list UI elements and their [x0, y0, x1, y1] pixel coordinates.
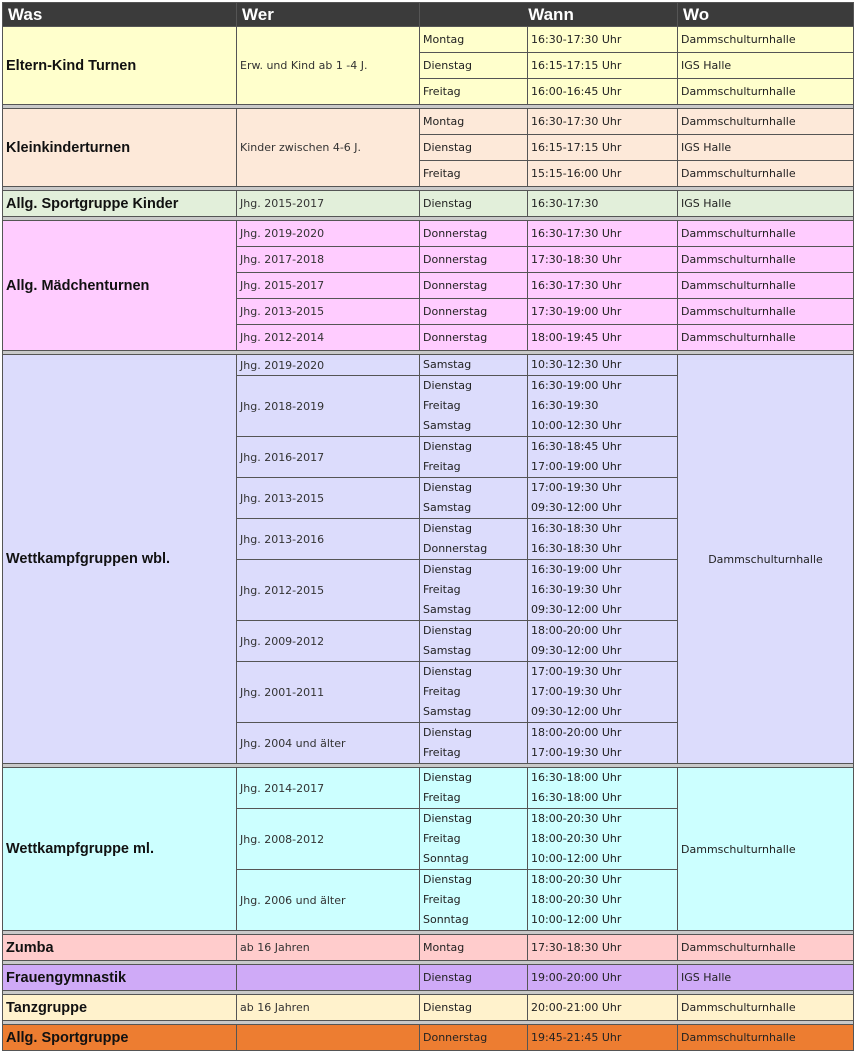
time-cell	[528, 662, 678, 723]
day-line: Freitag	[423, 685, 461, 698]
time-line: 18:00-20:30 Uhr	[531, 893, 622, 906]
group-name: Allg. Sportgruppe Kinder	[3, 191, 237, 217]
day-cell: Dienstag	[420, 995, 528, 1021]
day-cell	[420, 662, 528, 723]
group-audience: ab 16 Jahren	[237, 995, 420, 1021]
location-cell: Dammschulturnhalle	[678, 768, 854, 931]
location-cell: IGS Halle	[678, 53, 854, 79]
location-cell: Dammschulturnhalle	[678, 109, 854, 135]
time-cell: 16:30-17:30	[528, 191, 678, 217]
group-audience: Jhg. 2012-2015	[237, 560, 420, 621]
time-cell	[528, 376, 678, 437]
time-line: 16:30-18:45 Uhr	[531, 440, 622, 453]
time-line: 16:30-18:30 Uhr	[531, 522, 622, 535]
time-line: 17:00-19:30 Uhr	[531, 665, 622, 678]
time-cell: 17:30-19:00 Uhr	[528, 299, 678, 325]
day-cell	[420, 621, 528, 662]
day-cell: Dienstag	[420, 191, 528, 217]
location-cell: Dammschulturnhalle	[678, 355, 854, 764]
group-audience: Kinder zwischen 4-6 J.	[237, 109, 420, 187]
group-name: Wettkampfgruppe ml.	[3, 768, 237, 931]
day-cell	[420, 478, 528, 519]
location-cell: Dammschulturnhalle	[678, 161, 854, 187]
group-audience: Jhg. 2015-2017	[237, 273, 420, 299]
time-cell: 16:30-17:30 Uhr	[528, 221, 678, 247]
time-line: 17:00-19:30 Uhr	[531, 685, 622, 698]
time-cell: 18:00-19:45 Uhr	[528, 325, 678, 351]
group-audience: Jhg. 2019-2020	[237, 355, 420, 376]
time-line: 16:30-18:00 Uhr	[531, 771, 622, 784]
table-row	[3, 935, 854, 961]
day-line: Dienstag	[423, 522, 473, 535]
group-audience: Jhg. 2017-2018	[237, 247, 420, 273]
time-cell: 16:00-16:45 Uhr	[528, 79, 678, 105]
location-cell: Dammschulturnhalle	[678, 273, 854, 299]
day-line: Freitag	[423, 460, 461, 473]
time-line: 16:30-18:00 Uhr	[531, 791, 622, 804]
time-line: 16:30-19:00 Uhr	[531, 563, 622, 576]
group-name: Tanzgruppe	[3, 995, 237, 1021]
time-line: 17:00-19:30 Uhr	[531, 481, 622, 494]
day-line: Samstag	[423, 501, 472, 514]
day-cell	[420, 870, 528, 931]
group-audience: ab 16 Jahren	[237, 935, 420, 961]
time-cell: 16:15-17:15 Uhr	[528, 135, 678, 161]
time-cell: 19:00-20:00 Uhr	[528, 965, 678, 991]
day-cell: Montag	[420, 109, 528, 135]
location-cell: Dammschulturnhalle	[678, 27, 854, 53]
group-audience: Jhg. 2008-2012	[237, 809, 420, 870]
time-line: 18:00-20:00 Uhr	[531, 624, 622, 637]
day-cell: Donnerstag	[420, 1025, 528, 1051]
day-line: Donnerstag	[423, 542, 488, 555]
day-cell: Dienstag	[420, 53, 528, 79]
group-audience: Jhg. 2013-2015	[237, 299, 420, 325]
group-audience: Jhg. 2018-2019	[237, 376, 420, 437]
day-line: Dienstag	[423, 726, 473, 739]
day-cell	[420, 519, 528, 560]
day-cell: Dienstag	[420, 135, 528, 161]
time-cell	[528, 560, 678, 621]
day-line: Dienstag	[423, 812, 473, 825]
time-line: 18:00-20:30 Uhr	[531, 873, 622, 886]
table-row	[3, 109, 854, 135]
day-cell: Donnerstag	[420, 299, 528, 325]
group-name: Wettkampfgruppen wbl.	[3, 355, 237, 764]
time-cell	[528, 621, 678, 662]
location-cell: Dammschulturnhalle	[678, 247, 854, 273]
time-line: 17:00-19:30 Uhr	[531, 746, 622, 759]
day-line: Dienstag	[423, 873, 473, 886]
day-line: Samstag	[423, 705, 472, 718]
table-row	[3, 191, 854, 217]
day-cell	[420, 560, 528, 621]
group-audience	[237, 1025, 420, 1051]
day-line: Dienstag	[423, 440, 473, 453]
day-cell: Montag	[420, 935, 528, 961]
header-row	[3, 3, 854, 27]
time-line: 09:30-12:00 Uhr	[531, 501, 622, 514]
group-audience: Jhg. 2015-2017	[237, 191, 420, 217]
location-cell: Dammschulturnhalle	[678, 299, 854, 325]
header-was: Was	[3, 3, 237, 27]
time-cell: 16:30-17:30 Uhr	[528, 27, 678, 53]
time-cell: 16:15-17:15 Uhr	[528, 53, 678, 79]
location-cell: Dammschulturnhalle	[678, 1025, 854, 1051]
time-line: 09:30-12:00 Uhr	[531, 644, 622, 657]
day-cell: Donnerstag	[420, 247, 528, 273]
group-audience: Jhg. 2004 und älter	[237, 723, 420, 764]
day-line: Samstag	[423, 644, 472, 657]
group-audience: Jhg. 2013-2015	[237, 478, 420, 519]
location-cell: IGS Halle	[678, 191, 854, 217]
time-cell	[528, 355, 678, 376]
day-cell: Donnerstag	[420, 273, 528, 299]
time-cell	[528, 809, 678, 870]
day-line: Freitag	[423, 791, 461, 804]
time-cell	[528, 437, 678, 478]
group-audience: Jhg. 2012-2014	[237, 325, 420, 351]
time-line: 09:30-12:00 Uhr	[531, 705, 622, 718]
group-audience: Jhg. 2009-2012	[237, 621, 420, 662]
group-name: Allg. Sportgruppe	[3, 1025, 237, 1051]
group-audience	[237, 965, 420, 991]
time-cell	[528, 519, 678, 560]
table-row	[3, 965, 854, 991]
time-cell: 16:30-17:30 Uhr	[528, 109, 678, 135]
group-audience: Jhg. 2001-2011	[237, 662, 420, 723]
day-line: Sonntag	[423, 913, 469, 926]
time-line: 16:30-18:30 Uhr	[531, 542, 622, 555]
header-wo: Wo	[678, 3, 854, 27]
time-cell	[528, 870, 678, 931]
group-audience: Jhg. 2013-2016	[237, 519, 420, 560]
time-line: 18:00-20:30 Uhr	[531, 812, 622, 825]
header-wer: Wer	[237, 3, 420, 27]
day-line: Samstag	[423, 419, 472, 432]
group-name: Allg. Mädchenturnen	[3, 221, 237, 351]
day-line: Dienstag	[423, 624, 473, 637]
time-cell: 19:45-21:45 Uhr	[528, 1025, 678, 1051]
location-cell: Dammschulturnhalle	[678, 325, 854, 351]
location-cell: Dammschulturnhalle	[678, 995, 854, 1021]
group-audience: Jhg. 2016-2017	[237, 437, 420, 478]
day-line: Freitag	[423, 583, 461, 596]
location-cell: Dammschulturnhalle	[678, 79, 854, 105]
location-cell: Dammschulturnhalle	[678, 221, 854, 247]
time-cell: 17:30-18:30 Uhr	[528, 247, 678, 273]
table-row	[3, 768, 854, 809]
time-line: 09:30-12:00 Uhr	[531, 603, 622, 616]
day-cell: Donnerstag	[420, 221, 528, 247]
time-cell: 16:30-17:30 Uhr	[528, 273, 678, 299]
time-line: 17:00-19:00 Uhr	[531, 460, 622, 473]
day-cell: Dienstag	[420, 965, 528, 991]
time-line: 18:00-20:30 Uhr	[531, 832, 622, 845]
day-line: Dienstag	[423, 563, 473, 576]
time-line: 16:30-19:30 Uhr	[531, 583, 622, 596]
day-cell	[420, 723, 528, 764]
group-audience: Jhg. 2019-2020	[237, 221, 420, 247]
schedule-table	[2, 2, 854, 1051]
time-line: 16:30-19:30	[531, 399, 599, 412]
table-row	[3, 221, 854, 247]
table-row	[3, 1025, 854, 1051]
day-cell	[420, 768, 528, 809]
time-cell: 20:00-21:00 Uhr	[528, 995, 678, 1021]
time-cell	[528, 723, 678, 764]
table-row	[3, 27, 854, 53]
day-line: Freitag	[423, 893, 461, 906]
table-row	[3, 995, 854, 1021]
time-cell: 17:30-18:30 Uhr	[528, 935, 678, 961]
day-line: Sonntag	[423, 852, 469, 865]
day-line: Samstag	[423, 358, 472, 371]
day-cell	[420, 437, 528, 478]
table-row	[3, 355, 854, 376]
day-line: Dienstag	[423, 771, 473, 784]
day-line: Freitag	[423, 832, 461, 845]
group-name: Frauengymnastik	[3, 965, 237, 991]
day-cell: Freitag	[420, 161, 528, 187]
group-audience: Jhg. 2006 und älter	[237, 870, 420, 931]
day-cell	[420, 355, 528, 376]
group-name: Eltern-Kind Turnen	[3, 27, 237, 105]
day-cell	[420, 376, 528, 437]
day-cell: Freitag	[420, 79, 528, 105]
time-cell: 15:15-16:00 Uhr	[528, 161, 678, 187]
group-name: Kleinkinderturnen	[3, 109, 237, 187]
location-cell: Dammschulturnhalle	[678, 935, 854, 961]
day-line: Samstag	[423, 603, 472, 616]
location-cell: IGS Halle	[678, 135, 854, 161]
time-line: 16:30-19:00 Uhr	[531, 379, 622, 392]
header-wann: Wann	[420, 3, 678, 27]
group-name: Zumba	[3, 935, 237, 961]
time-line: 10:00-12:00 Uhr	[531, 913, 622, 926]
time-line: 10:00-12:30 Uhr	[531, 419, 622, 432]
day-line: Dienstag	[423, 481, 473, 494]
day-cell	[420, 809, 528, 870]
day-line: Dienstag	[423, 379, 473, 392]
group-audience: Erw. und Kind ab 1 -4 J.	[237, 27, 420, 105]
time-line: 10:00-12:00 Uhr	[531, 852, 622, 865]
time-cell	[528, 478, 678, 519]
day-cell: Donnerstag	[420, 325, 528, 351]
time-line: 10:30-12:30 Uhr	[531, 358, 622, 371]
day-cell: Montag	[420, 27, 528, 53]
location-cell: IGS Halle	[678, 965, 854, 991]
time-line: 18:00-20:00 Uhr	[531, 726, 622, 739]
day-line: Freitag	[423, 399, 461, 412]
time-cell	[528, 768, 678, 809]
day-line: Freitag	[423, 746, 461, 759]
group-audience: Jhg. 2014-2017	[237, 768, 420, 809]
day-line: Dienstag	[423, 665, 473, 678]
